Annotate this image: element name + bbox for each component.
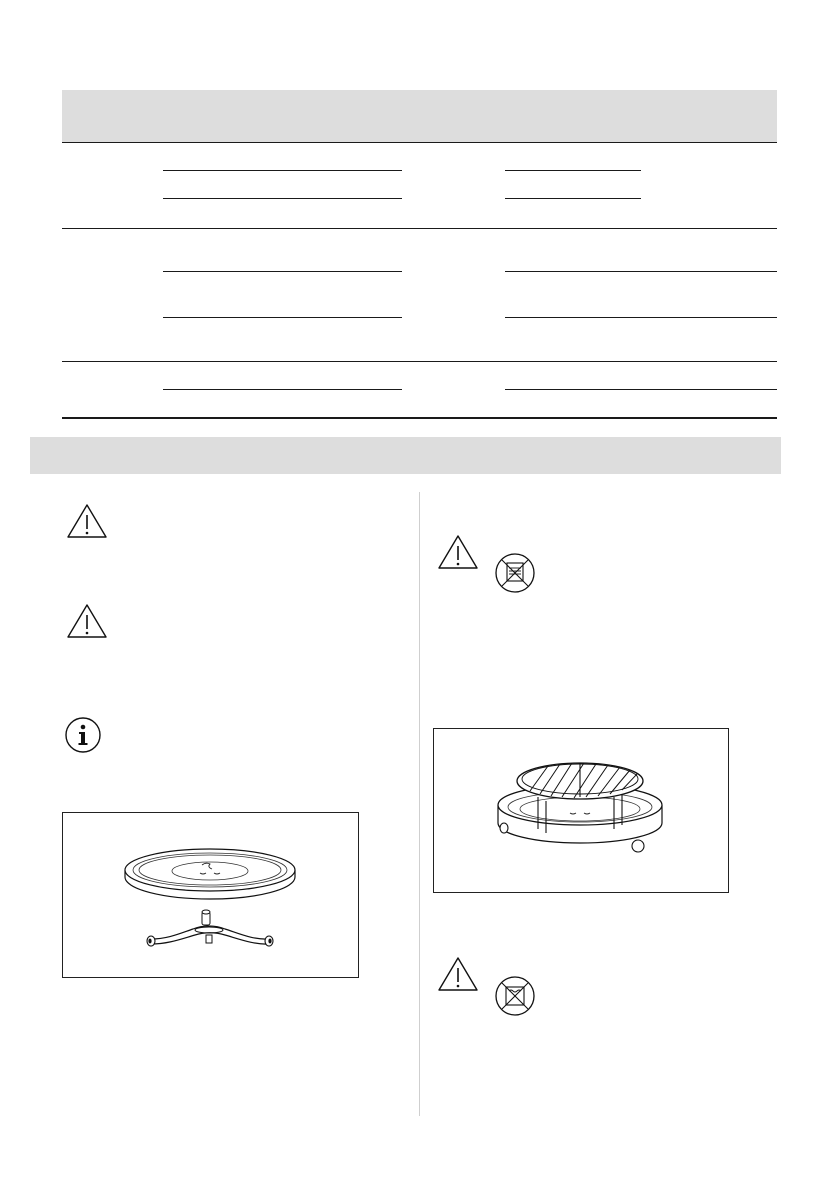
section-title-band <box>30 437 781 474</box>
table-row-divider <box>62 361 777 362</box>
table-cell-line <box>163 198 402 199</box>
no-oven-tray-icon <box>494 975 536 1017</box>
table-cell-line <box>505 198 641 199</box>
table-row-divider <box>62 142 777 143</box>
warning-icon <box>437 534 479 570</box>
wire-rack-figure <box>433 728 729 893</box>
warning-icon <box>66 603 108 639</box>
table-cell-line <box>505 271 777 272</box>
warning-icon <box>437 956 479 992</box>
table-cell-line <box>163 170 402 171</box>
table-bottom-rule <box>62 417 777 419</box>
table-cell-line <box>163 271 402 272</box>
table-header-row <box>62 90 777 142</box>
table-row-divider <box>62 228 777 229</box>
column-divider <box>419 492 420 1116</box>
info-icon <box>64 716 102 754</box>
turntable-figure <box>62 812 359 978</box>
wire-rack-on-turntable-icon <box>434 729 728 892</box>
table-cell-line <box>163 389 402 390</box>
warning-icon <box>66 503 108 539</box>
turntable-with-roller-support-icon <box>63 813 358 977</box>
table-cell-line <box>163 317 402 318</box>
table-cell-line <box>505 170 641 171</box>
no-grill-icon <box>494 552 536 594</box>
table-cell-line <box>505 389 777 390</box>
table-cell-line <box>505 317 777 318</box>
